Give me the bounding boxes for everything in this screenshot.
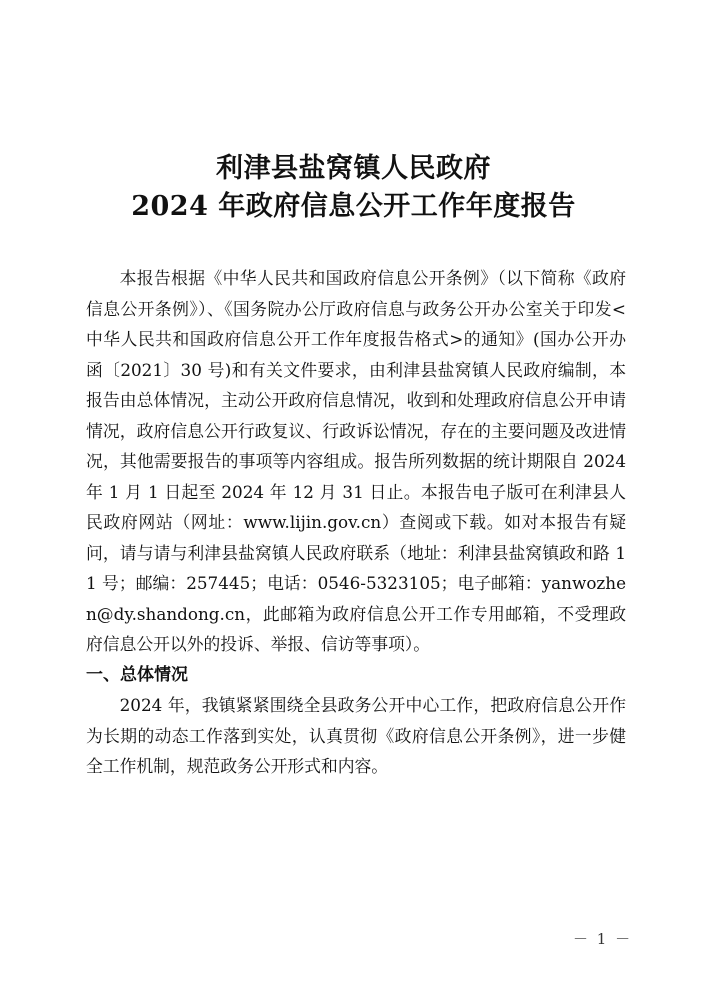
overview-paragraph: 2024 年，我镇紧紧围绕全县政务公开中心工作，把政府信息公开作为长期的动态工作落到实处，认真贯彻《政府信息公开条例》，进一步健全工作机制，规范政务公开形式和内容。 [86, 695, 626, 776]
section-heading-overview: 一、总体情况 [86, 664, 188, 685]
document-title [0, 150, 707, 226]
title-line-2: 2024 年政府信息公开工作年度报告 [131, 191, 576, 222]
page-number: － 1 － [573, 930, 633, 948]
intro-paragraph: 本报告根据《中华人民共和国政府信息公开条例》（以下简称《政府信息公开条例》）、《国务院办公厅政府信息与政务公开办公室关于印发<中华人民共和国政府信息公开工作年度报告格式>的通知》(国办公开办函〔2021〕30 号)和有关文件要求，由利津县盐窝镇人民政府编制，本报告由总体情况，主动公开政府信息情况，收到和处理政府信息公开申请情况，政府信息公开行政复议、行政诉讼情况，存在的主要问题及改进情况，其他需要报告的事项等内容组成。报告所列数据的统计期限自 2024 年 1 月 1 日起至 2024 年 12 月 31 日止。本报告电子版可在利津县人民政府网站（网址：www.lijin.gov.cn）查阅或下载。如对本报告有疑问，请与请与利津县盐窝镇人民政府联系（地址：利津县盐窝镇政和路 11 号；邮编：257445；电话：0546-5323105；电子邮箱：yanwozhen@dy.shandong.cn，此邮箱为政府信息公开工作专用邮箱，不受理政府信息公开以外的投诉、举报、信访等事项）。 [86, 268, 626, 654]
document-body [86, 263, 626, 782]
title-line-1: 利津县盐窝镇人民政府 [216, 153, 491, 184]
